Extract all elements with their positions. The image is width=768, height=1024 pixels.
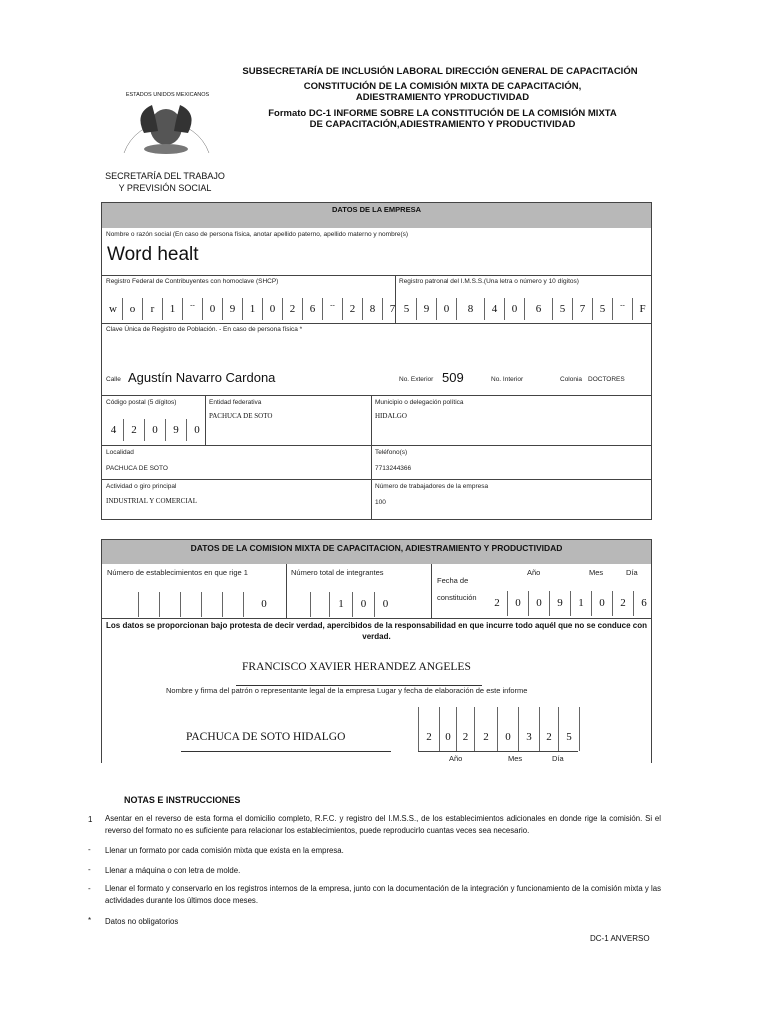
colonia-label: Colonia	[560, 376, 583, 383]
rfc-cell: 1	[163, 298, 183, 320]
establecimientos-cells[interactable]	[138, 592, 284, 617]
imss-cells[interactable]	[397, 298, 652, 320]
trabajadores-label: Número de trabajadores de la empresa	[375, 483, 489, 490]
imss-cell: 0	[505, 298, 525, 320]
rfc-cell: 0	[263, 298, 283, 320]
elaboracion-cell: 2	[475, 707, 498, 751]
nombre-label: Nombre o razón social (En caso de persona física, anotar apellido paterno, apellido materno y nombre(s)	[106, 231, 409, 238]
fecha-cell: 0	[592, 591, 613, 616]
cp-cells[interactable]	[104, 419, 207, 441]
nota-mark: -	[88, 865, 91, 874]
rfc-cell: 0	[203, 298, 223, 320]
trabajadores-value[interactable]: 100	[375, 499, 386, 506]
imss-cell: 5	[553, 298, 573, 320]
rfc-cell: 6	[303, 298, 323, 320]
imss-cell: 5	[397, 298, 417, 320]
rfc-cell: --	[323, 298, 343, 320]
rfc-cell: 9	[223, 298, 243, 320]
firma-label: Nombre y firma del patrón o representante legal de la empresa Lugar y fecha de elaboración de este informe	[166, 686, 528, 695]
imss-cell: 5	[593, 298, 613, 320]
fecha-anio-label: Año	[527, 568, 541, 577]
elaboracion-cell: 3	[519, 707, 540, 751]
curp-label: Clave Única de Registro de Población. - En caso de persona física *	[106, 326, 303, 333]
rfc-cell: o	[123, 298, 143, 320]
nota-item: Llenar el formato y conservarlo en los registros internos de la empresa, junto con la documentación de la integración y funcionamiento de la comisión mixta y las actividades durante los últimos doce meses.	[105, 884, 661, 905]
establecimientos-cell	[160, 592, 181, 617]
establecimientos-cell	[181, 592, 202, 617]
telefono-label: Teléfono(s)	[375, 449, 408, 456]
actividad-value[interactable]: INDUSTRIAL Y COMERCIAL	[106, 497, 197, 505]
integrantes-cells[interactable]	[310, 592, 396, 617]
header-line-1: SUBSECRETARÍA DE INCLUSIÓN LABORAL DIRECCIÓN GENERAL DE CAPACITACIÓN	[242, 66, 638, 77]
rfc-cell: r	[143, 298, 163, 320]
establecimientos-cell	[139, 592, 160, 617]
nota-mark: 1	[88, 815, 93, 824]
cp-label: Código postal (5 dígitos)	[106, 399, 177, 406]
imss-cell: 6	[525, 298, 553, 320]
empresa-section	[101, 202, 652, 520]
imss-cell: F	[639, 303, 646, 315]
elab-mes-label: Mes	[508, 754, 523, 763]
empresa-title: DATOS DE LA EMPRESA	[102, 203, 651, 228]
notas-title: NOTAS E INSTRUCCIONES	[124, 795, 241, 805]
elaboracion-cell: 0	[498, 707, 519, 751]
fecha-cell: 9	[550, 591, 571, 616]
cp-cell: 2	[124, 419, 145, 441]
representante-name[interactable]: FRANCISCO XAVIER HERANDEZ ANGELES	[242, 661, 471, 673]
municipio-value[interactable]: HIDALGO	[375, 412, 407, 420]
fecha-cell: 1	[571, 591, 592, 616]
comision-section	[101, 539, 652, 763]
nota-item: Datos no obligatorios	[105, 917, 179, 926]
integrantes-label: Número total de integrantes	[291, 568, 384, 577]
rfc-cell: 8	[363, 298, 383, 320]
rfc-cell: 1	[243, 298, 263, 320]
integrantes-cell: 0	[353, 592, 375, 617]
cp-cell: 4	[104, 419, 124, 441]
rfc-cell: 7	[389, 303, 396, 315]
integrantes-cell: 0	[382, 598, 389, 610]
elaboracion-cell: 2	[457, 707, 475, 751]
establecimientos-cell	[223, 592, 244, 617]
imss-cell: 9	[417, 298, 437, 320]
fecha-cell: 2	[487, 591, 508, 616]
rfc-cell: w	[104, 298, 123, 320]
telefono-value[interactable]: 7713244366	[375, 465, 412, 472]
calle-value[interactable]: Agustín Navarro Cardona	[128, 370, 276, 385]
no-interior-label: No. Interior	[491, 376, 524, 383]
nota-item: Llenar un formato por cada comisión mixta que exista en la empresa.	[105, 846, 344, 855]
municipio-label: Municipio o delegación política	[375, 399, 464, 406]
form-footer: DC-1 ANVERSO	[590, 934, 650, 943]
rfc-cells[interactable]	[104, 298, 402, 320]
fecha-dia-label: Día	[626, 568, 638, 577]
elaboracion-cell: 2	[419, 707, 440, 751]
lugar-value[interactable]: PACHUCA DE SOTO HIDALGO	[186, 731, 346, 743]
header-line-3: Formato DC-1 INFORME SOBRE LA CONSTITUCIÓN DE LA COMISIÓN MIXTA DE CAPACITACIÓN,ADIESTRAMIENTO Y PRODUCTIVIDAD	[268, 108, 617, 130]
nombre-value[interactable]: Word healt	[107, 244, 199, 265]
imss-cell: 4	[485, 298, 505, 320]
seal-text: ESTADOS UNIDOS MEXICANOS	[125, 92, 210, 98]
imss-label: Registro patronal del I.M.S.S.(Una letra o número y 10 dígitos)	[399, 278, 579, 285]
protesta-text: Los datos se proporcionan bajo protesta de decir verdad, apercibidos de la responsabilidad en que incurre todo aquél que no se conduce con verdad.	[106, 621, 647, 641]
nota-mark: -	[88, 845, 91, 854]
establecimientos-cell: 0	[261, 598, 267, 610]
cp-cell: 0	[145, 419, 166, 441]
imss-cell: 0	[437, 298, 457, 320]
entidad-label: Entidad federativa	[209, 399, 262, 406]
colonia-value[interactable]: DOCTORES	[588, 376, 625, 383]
elaboracion-cells[interactable]	[418, 707, 580, 751]
nota-item: Llenar a máquina o con letra de molde.	[105, 866, 241, 875]
establecimientos-cell	[202, 592, 223, 617]
org-line-1: SECRETARÍA DEL TRABAJO	[105, 171, 225, 181]
rfc-label: Registro Federal de Contribuyentes con homoclave (SHCP)	[106, 278, 279, 285]
entidad-value[interactable]: PACHUCA DE SOTO	[209, 412, 273, 420]
calle-label: Calle	[106, 376, 121, 383]
localidad-value[interactable]: PACHUCA DE SOTO	[106, 465, 168, 472]
integrantes-cell	[311, 592, 330, 617]
comision-title: DATOS DE LA COMISION MIXTA DE CAPACITACION, ADIESTRAMIENTO Y PRODUCTIVIDAD	[102, 540, 651, 564]
fecha-cell: 0	[508, 591, 529, 616]
rfc-cell: 2	[343, 298, 363, 320]
elaboracion-cell: 0	[440, 707, 457, 751]
imss-cell: 7	[573, 298, 593, 320]
cp-cell: 0	[194, 424, 200, 436]
fecha-mes-label: Mes	[589, 568, 604, 577]
elaboracion-cell: 5	[559, 707, 580, 751]
cp-cell: 9	[166, 419, 187, 441]
imss-cell: 8	[457, 298, 485, 320]
fecha-cell: 2	[613, 591, 634, 616]
nota-mark: *	[88, 916, 92, 925]
establecimientos-label: Número de establecimientos en que rige 1	[107, 568, 248, 577]
header-line-2: CONSTITUCIÓN DE LA COMISIÓN MIXTA DE CAPACITACIÓN, ADIESTRAMIENTO YPRODUCTIVIDAD	[303, 81, 582, 103]
org-line-2: Y PREVISIÓN SOCIAL	[118, 183, 212, 193]
integrantes-cell: 1	[330, 592, 353, 617]
rfc-cell: --	[183, 298, 203, 320]
fecha-cell: 0	[529, 591, 550, 616]
fecha-constitucion-cells[interactable]	[487, 591, 654, 616]
localidad-label: Localidad	[106, 449, 134, 456]
fecha-cell: 6	[641, 597, 647, 609]
elab-anio-label: Año	[449, 754, 463, 763]
nota-mark: -	[88, 884, 91, 893]
rfc-cell: 2	[283, 298, 303, 320]
actividad-label: Actividad o giro principal	[106, 483, 177, 490]
elaboracion-cell: 2	[540, 707, 559, 751]
no-exterior-value[interactable]: 509	[442, 370, 464, 385]
elab-dia-label: Día	[552, 754, 564, 763]
nota-item: Asentar en el reverso de esta forma el domicilio completo, R.F.C. y registro del I.M.S.S., de los establecimientos adicionales en donde rige la comisión. Si el reverso del formato no es suficiente para relacionar los establecimientos, puede reproducirlo cuantas veces sea necesario.	[105, 814, 661, 835]
fecha-label-1: Fecha de	[437, 576, 469, 585]
no-exterior-label: No. Exterior	[399, 376, 434, 383]
imss-cell: --	[613, 298, 633, 320]
fecha-label-2: constitución	[437, 593, 477, 602]
